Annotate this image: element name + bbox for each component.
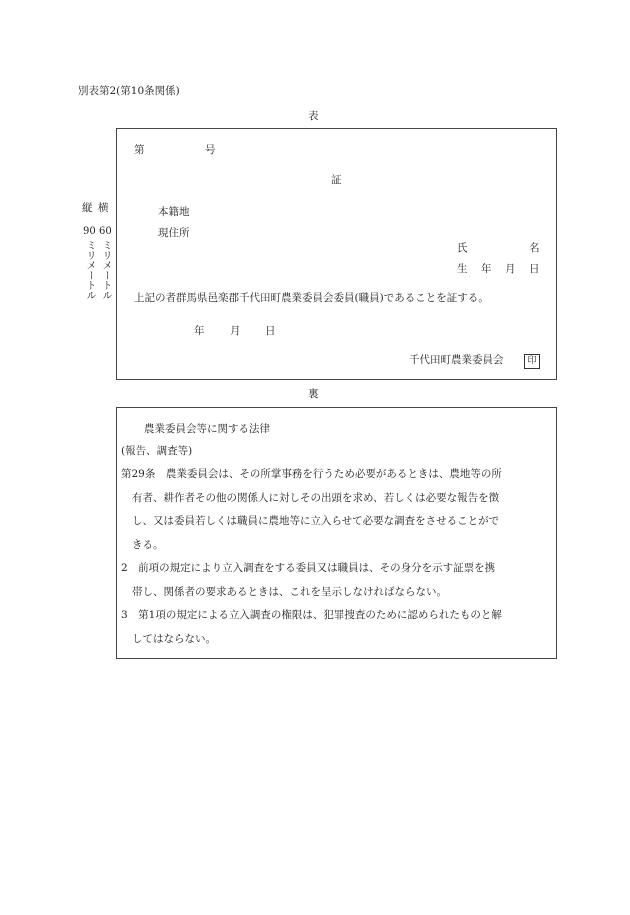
date-label-day: 日 [265,325,276,337]
front-section-label: 表 [308,110,319,122]
vertical-dimension-unit: ミリメートル [84,240,95,300]
number-label-prefix: 第 [134,144,145,156]
vertical-dimension-label: 縦 [82,202,93,214]
name-label-surname: 氏 [457,242,468,254]
date-label-month: 月 [230,325,241,337]
law-title: 農業委員会等に関する法律 [144,423,270,435]
certification-text: 上記の者群馬県邑楽郡千代田町農業委員会委員(職員)であることを証する。 [134,292,489,304]
article-line: きる。 [132,538,164,551]
birth-label-day: 日 [529,263,540,275]
birth-label-prefix: 生 [457,263,468,275]
address-label: 現住所 [158,227,190,239]
article-line: し、又は委員若しくは職員に農地等に立入らせて必要な調査をさせることがで [132,515,500,527]
horizontal-dimension-unit: ミリメートル [100,240,111,300]
date-label-year: 年 [194,325,205,337]
certificate-title: 証 [331,174,342,186]
honseki-label: 本籍地 [158,206,190,218]
birth-label-month: 月 [505,263,516,275]
paragraph-line: 3 第1項の規定による立入調査の権限は、犯罪捜査のために認められたものと解 [121,609,502,621]
law-subtitle: (報告、調査等) [121,445,193,457]
appendix-label: 別表第2(第10条関係) [78,85,180,97]
horizontal-dimension-label: 横 [98,202,109,214]
id-card-front [116,128,557,380]
horizontal-dimension-value: 60 [99,226,112,237]
paragraph-line: してはならない。 [132,632,216,645]
paragraph-line: 帯し、関係者の要求あるときは、これを呈示しなければならない。 [132,585,447,598]
name-label-given: 名 [529,242,540,254]
number-label-suffix: 号 [205,144,216,156]
back-section-label: 裏 [308,388,319,400]
issuer-name: 千代田町農業委員会 [409,354,504,366]
article-line: 第29条 農業委員会は、その所掌事務を行うため必要があるときは、農地等の所 [121,468,502,480]
official-seal: 印 [524,354,540,369]
birth-label-year: 年 [481,263,492,275]
paragraph-line: 2 前項の規定により立入調査をする委員又は職員は、その身分を示す証票を携 [121,562,496,574]
vertical-dimension-value: 90 [83,226,96,237]
article-line: 有者、耕作者その他の関係人に対しその出頭を求め、若しくは必要な報告を徴 [132,491,500,504]
